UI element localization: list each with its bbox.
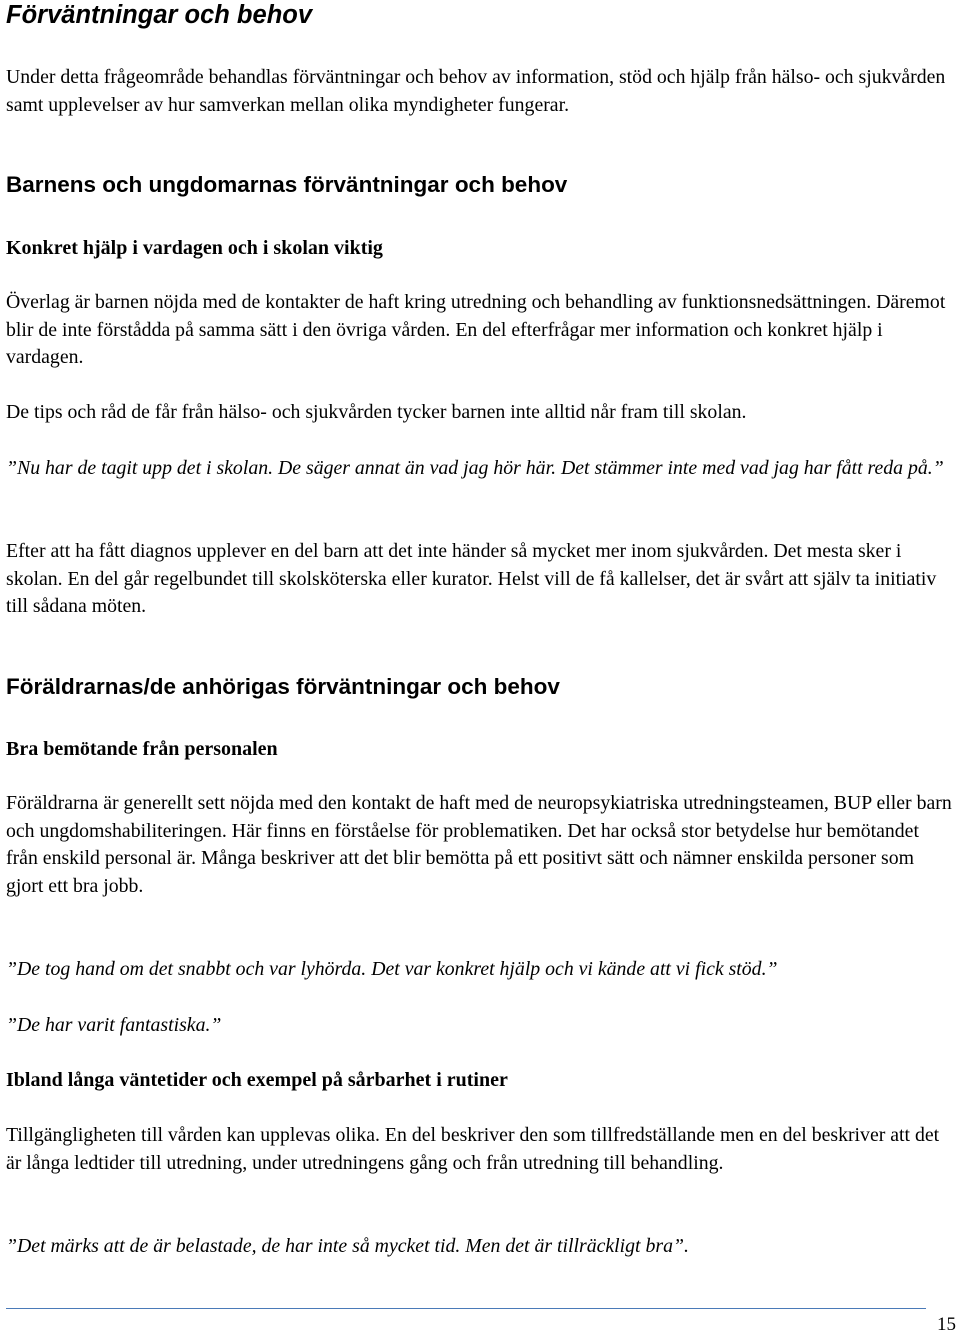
- quote-fantastic: ”De har varit fantastiska.”: [6, 1014, 222, 1036]
- section-heading-children: Barnens och ungdomarnas förväntningar och behov: [6, 172, 568, 197]
- subheading-good-treatment: Bra bemötande från personalen: [6, 738, 278, 760]
- quote-burdened: ”Det märks att de är belastade, de har inte så mycket tid. Men det är tillräckligt bra”.: [6, 1235, 689, 1257]
- section-heading-parents: Föräldrarnas/de anhörigas förväntningar och behov: [6, 674, 560, 699]
- paragraph-parents-satisfied: Föräldrarna är generellt sett nöjda med den kontakt de haft med de neuropsykiatriska utredningsteamen, BUP eller barn och ungdomshabiliteringen. Här finns en förståelse för problematiken. Det har också stor betydelse hur bemötandet från enskild personal är. Många beskriver att det blir bemötta på ett positivt sätt och nämner enskilda personer som gjort ett bra jobb.: [6, 792, 952, 897]
- page-number: 15: [937, 1314, 956, 1335]
- paragraph-children-satisfied: Överlag är barnen nöjda med de kontakter de haft kring utredning och behandling av funktionsnedsättningen. Däremot blir de inte förstådda på samma sätt i den övriga vården. En del efterfrågar mer information och konkret hjälp i vardagen.: [6, 291, 946, 368]
- paragraph-tips-school: De tips och råd de får från hälso- och sjukvården tycker barnen inte alltid når fram till skolan.: [6, 401, 747, 423]
- paragraph-after-diagnosis: Efter att ha fått diagnos upplever en del barn att det inte händer så mycket mer inom sjukvården. Det mesta sker i skolan. En del går regelbundet till skolsköterska eller kurator. Helst vill de få kallelser, det är svårt att själv ta initiativ till sådana möten.: [6, 540, 937, 617]
- page-title: Förväntningar och behov: [6, 1, 313, 29]
- intro-paragraph: Under detta frågeområde behandlas förväntningar och behov av information, stöd och hjälp från hälso- och sjukvården samt upplevelser av hur samverkan mellan olika myndigheter fungerar.: [6, 66, 946, 116]
- subheading-waiting-times: Ibland långa väntetider och exempel på sårbarhet i rutiner: [6, 1069, 508, 1091]
- subheading-practical-help: Konkret hjälp i vardagen och i skolan viktig: [6, 237, 383, 259]
- paragraph-accessibility: Tillgängligheten till vården kan upplevas olika. En del beskriver den som tillfredställande men en del beskriver att det är långa ledtider till utredning, under utredningens gång och från utredning till behandling.: [6, 1124, 940, 1174]
- footer-divider: [6, 1308, 926, 1309]
- quote-school: ”Nu har de tagit upp det i skolan. De säger annat än vad jag hör här. Det stämmer inte med vad jag har fått reda på.”: [6, 457, 944, 479]
- quote-quick-help: ”De tog hand om det snabbt och var lyhörda. Det var konkret hjälp och vi kände att vi fick stöd.”: [6, 958, 778, 980]
